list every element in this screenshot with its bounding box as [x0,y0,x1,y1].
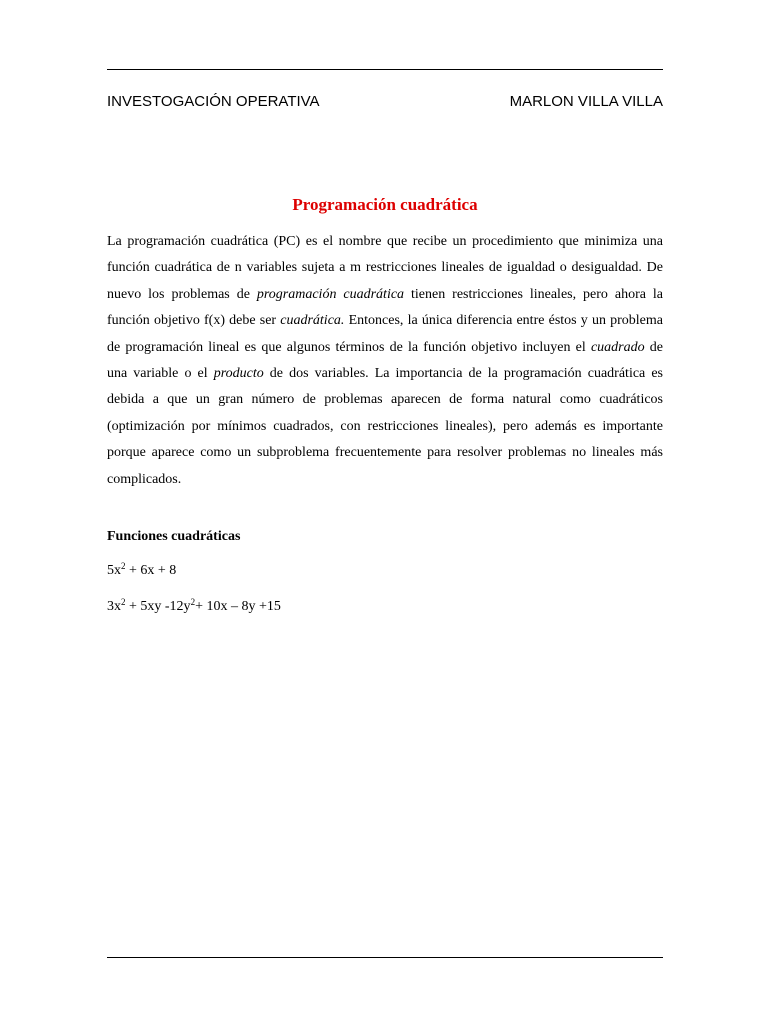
paragraph-text-3: Entonces, la única diferencia entre éstos y un problema de programación lineal es que algunos términos de la función objetivo incluyen el [107,313,663,355]
eq1-term-b: + 6x + 8 [125,563,177,578]
paragraph-emphasis-3: cuadrado [590,339,645,355]
paragraph-text-2: tienen restricciones lineales, pero ahora la función objetivo f(x) debe ser [107,286,664,329]
eq2-term-b: + 5xy -12y [125,599,191,614]
header-divider [107,69,663,70]
header-author-name: MARLON VILLA VILLA [509,93,663,110]
intro-paragraph [107,229,663,493]
footer-divider [107,957,663,958]
eq2-term-c: + 10x – 8y +15 [195,599,281,614]
eq1-exponent-a: 2 [121,561,126,572]
equation-1 [107,561,176,581]
eq2-exponent-b: 2 [190,597,196,608]
paragraph-text-1: La programación cuadrática (PC) es el nombre que recibe un procedimiento que minimiza una función cuadrática de n variables sujeta a m restricciones lineales de igualdad o desigualdad. De nuevo los problemas de [107,234,663,302]
eq1-term-a: 5x [107,563,121,578]
paragraph-text-4: de una variable o el [107,339,663,382]
eq2-exponent-a: 2 [121,597,126,608]
eq2-term-a: 3x [107,599,121,614]
section-heading: Funciones cuadráticas [107,529,241,544]
page-header [107,92,663,112]
equation-2 [107,597,281,617]
document-title: Programación cuadrática [292,195,478,214]
paragraph-emphasis-1: programación cuadrática [256,286,405,302]
header-course-title: INVESTOGACIÓN OPERATIVA [107,93,320,110]
paragraph-emphasis-2: cuadrática. [280,313,345,329]
paragraph-emphasis-4: producto [213,366,264,382]
paragraph-text-5: de dos variables. La importancia de la programación cuadrática es debida a que un gran número de problemas aparecen de forma natural como cuadráticos (optimización por mínimos cuadrados, con restricciones lineales), pero además es importante porque aparece como un subproblema frecuentemente para resolver problemas no lineales más complicados. [107,366,663,487]
